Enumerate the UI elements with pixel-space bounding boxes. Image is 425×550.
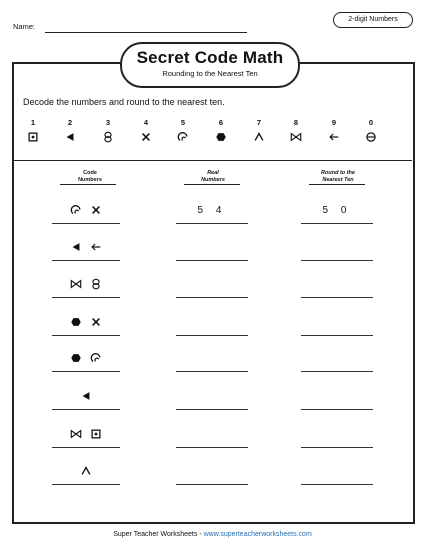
rounded-number-field[interactable]	[301, 335, 373, 336]
double-circle-icon	[98, 131, 118, 143]
theta-icon	[361, 131, 381, 143]
real-number-field[interactable]	[176, 223, 248, 224]
divider	[13, 160, 412, 161]
code-numbers	[52, 278, 120, 290]
real-number-value: 5 4	[197, 205, 227, 216]
left-triangle-icon	[70, 241, 82, 253]
answer-row	[0, 237, 425, 261]
hexagon-icon	[70, 352, 82, 364]
code-line	[52, 335, 120, 336]
key-digit: 0	[368, 118, 374, 127]
answer-row	[0, 200, 425, 224]
code-line	[52, 447, 120, 448]
code-numbers	[52, 428, 120, 440]
arc-icon	[70, 204, 82, 216]
key-digit: 9	[331, 118, 337, 127]
name-field[interactable]	[45, 32, 247, 33]
key-item	[60, 118, 80, 143]
key-digit: 2	[67, 118, 73, 127]
answer-row	[0, 424, 425, 448]
code-line	[52, 297, 120, 298]
footer-brand: Super Teacher Worksheets	[113, 531, 198, 538]
rounded-number-field[interactable]	[301, 447, 373, 448]
left-arrow-icon	[324, 131, 344, 143]
column-header-round	[293, 170, 383, 184]
x-icon	[90, 316, 102, 328]
instructions: Decode the numbers and round to the nearest ten.	[23, 97, 225, 107]
real-number-field[interactable]	[176, 260, 248, 261]
column-header-line	[184, 184, 240, 185]
column-header-round-line1: Round to the	[321, 170, 355, 176]
real-number-field[interactable]	[176, 409, 248, 410]
key-item	[173, 118, 193, 143]
real-number-field[interactable]	[176, 371, 248, 372]
code-numbers	[52, 465, 120, 477]
rounded-number-field[interactable]	[301, 260, 373, 261]
key-digit: 5	[180, 118, 186, 127]
column-header-code-line2: Numbers	[78, 177, 102, 183]
key-item	[361, 118, 381, 143]
footer	[0, 531, 425, 538]
real-number-field[interactable]	[176, 335, 248, 336]
badge: 2-digit Numbers	[333, 12, 413, 28]
code-line	[52, 371, 120, 372]
key-item	[211, 118, 231, 143]
key-item	[249, 118, 269, 143]
key-digit: 4	[143, 118, 149, 127]
code-line	[52, 484, 120, 485]
key-item	[136, 118, 156, 143]
caret-up-icon	[80, 465, 92, 477]
code-numbers	[52, 241, 120, 253]
column-header-real	[168, 170, 258, 184]
x-icon	[90, 204, 102, 216]
footer-link[interactable]: www.superteacherworksheets.com	[203, 531, 312, 538]
key-digit: 6	[218, 118, 224, 127]
column-header-round-line2: Nearest Ten	[322, 177, 354, 183]
answer-row	[0, 274, 425, 298]
key-digit: 7	[256, 118, 262, 127]
code-line	[52, 260, 120, 261]
double-circle-icon	[90, 278, 102, 290]
column-header-code-line1: Code	[83, 170, 97, 176]
answer-row	[0, 461, 425, 485]
left-triangle-icon	[60, 131, 80, 143]
bowtie-icon	[286, 131, 306, 143]
answer-row	[0, 312, 425, 336]
left-arrow-icon	[90, 241, 102, 253]
code-numbers	[52, 390, 120, 402]
key-item	[286, 118, 306, 143]
rounded-number-field[interactable]	[301, 297, 373, 298]
title-box	[120, 42, 300, 88]
column-header-code	[45, 170, 135, 184]
real-number-field[interactable]	[176, 484, 248, 485]
answer-row	[0, 348, 425, 372]
rounded-number-field[interactable]	[301, 409, 373, 410]
rounded-number-field[interactable]	[301, 484, 373, 485]
code-line	[52, 223, 120, 224]
real-number-field[interactable]	[176, 447, 248, 448]
column-header-line	[309, 184, 365, 185]
rounded-number-value: 5 0	[322, 205, 352, 216]
key-item	[23, 118, 43, 143]
dotted-square-icon	[90, 428, 102, 440]
key-digit: 1	[30, 118, 36, 127]
code-line	[52, 409, 120, 410]
code-numbers	[52, 352, 120, 364]
page-subtitle: Rounding to the Nearest Ten	[162, 69, 258, 78]
hexagon-icon	[211, 131, 231, 143]
column-header-real-line2: Numbers	[201, 177, 225, 183]
bowtie-icon	[70, 278, 82, 290]
caret-up-icon	[249, 131, 269, 143]
code-numbers	[52, 316, 120, 328]
left-triangle-icon	[80, 390, 92, 402]
rounded-number-field[interactable]	[301, 223, 373, 224]
footer-separator: -	[197, 531, 204, 538]
dotted-square-icon	[23, 131, 43, 143]
column-header-real-line1: Real	[207, 170, 219, 176]
key-digit: 8	[293, 118, 299, 127]
rounded-number-field[interactable]	[301, 371, 373, 372]
page-title: Secret Code Math	[136, 48, 284, 67]
key-item	[98, 118, 118, 143]
answer-row	[0, 386, 425, 410]
x-icon	[136, 131, 156, 143]
bowtie-icon	[70, 428, 82, 440]
hexagon-icon	[70, 316, 82, 328]
key-digit: 3	[105, 118, 111, 127]
name-label: Name:	[13, 22, 36, 31]
real-number-field[interactable]	[176, 297, 248, 298]
code-numbers	[52, 204, 120, 216]
arc-icon	[90, 352, 102, 364]
key-item	[324, 118, 344, 143]
arc-icon	[173, 131, 193, 143]
column-header-line	[60, 184, 116, 185]
